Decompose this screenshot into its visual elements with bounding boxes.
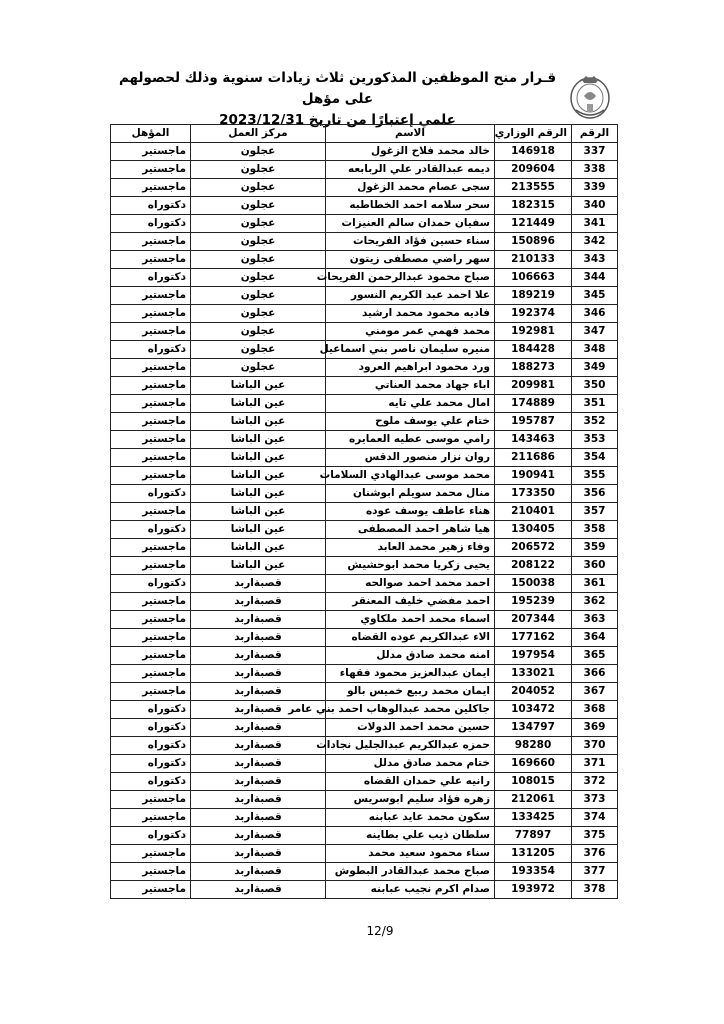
- cell-name: صباح محمد عبدالقادر البطوش: [326, 863, 495, 881]
- cell-number: 365: [572, 647, 618, 665]
- cell-name: سلطان ذيب علي بطاينه: [326, 827, 495, 845]
- cell-qualification: ماجستير: [111, 305, 191, 323]
- table-row: [111, 809, 618, 827]
- cell-name: سهر راضي مصطفى زيتون: [326, 251, 495, 269]
- cell-ministry-id: 169660: [495, 755, 572, 773]
- table-row: [111, 323, 618, 341]
- table-row: [111, 863, 618, 881]
- cell-workplace: عين الباشا: [191, 449, 326, 467]
- cell-workplace: قصبةاربد: [191, 737, 326, 755]
- cell-number: 346: [572, 305, 618, 323]
- cell-name: احمد محمد احمد صوالحه: [326, 575, 495, 593]
- table-row: [111, 557, 618, 575]
- table-row: [111, 413, 618, 431]
- table-row: [111, 215, 618, 233]
- cell-qualification: دكتوراه: [111, 197, 191, 215]
- cell-name: امنه محمد صادق مدلل: [326, 647, 495, 665]
- cell-qualification: ماجستير: [111, 665, 191, 683]
- cell-number: 354: [572, 449, 618, 467]
- table-row: [111, 359, 618, 377]
- cell-qualification: ماجستير: [111, 179, 191, 197]
- table-body: [111, 143, 618, 899]
- cell-qualification: ماجستير: [111, 683, 191, 701]
- cell-number: 351: [572, 395, 618, 413]
- cell-number: 364: [572, 629, 618, 647]
- table-row: [111, 791, 618, 809]
- cell-number: 344: [572, 269, 618, 287]
- table-row: [111, 485, 618, 503]
- cell-number: 369: [572, 719, 618, 737]
- title-line-1: قـرار منح الموظفين المذكورين ثلاث زيادات سنوية وذلك لحصولهم على مؤهل: [118, 70, 557, 107]
- cell-ministry-id: 133425: [495, 809, 572, 827]
- cell-number: 352: [572, 413, 618, 431]
- cell-workplace: عجلون: [191, 287, 326, 305]
- cell-number: 340: [572, 197, 618, 215]
- cell-number: 348: [572, 341, 618, 359]
- cell-workplace: عجلون: [191, 323, 326, 341]
- table-row: [111, 449, 618, 467]
- cell-workplace: عجلون: [191, 233, 326, 251]
- cell-qualification: ماجستير: [111, 161, 191, 179]
- cell-qualification: دكتوراه: [111, 701, 191, 719]
- table-header-row: [111, 125, 618, 143]
- cell-workplace: قصبةاربد: [191, 593, 326, 611]
- cell-workplace: قصبةاربد: [191, 665, 326, 683]
- cell-ministry-id: 192374: [495, 305, 572, 323]
- table-row: [111, 593, 618, 611]
- cell-number: 345: [572, 287, 618, 305]
- table-row: [111, 845, 618, 863]
- table-row: [111, 647, 618, 665]
- cell-ministry-id: 184428: [495, 341, 572, 359]
- table-row: [111, 503, 618, 521]
- cell-workplace: قصبةاربد: [191, 719, 326, 737]
- cell-name: خالد محمد فلاح الزغول: [326, 143, 495, 161]
- cell-number: 372: [572, 773, 618, 791]
- cell-workplace: عين الباشا: [191, 467, 326, 485]
- cell-name: محمد موسى عبدالهادي السلامات: [326, 467, 495, 485]
- cell-workplace: عجلون: [191, 161, 326, 179]
- cell-qualification: دكتوراه: [111, 269, 191, 287]
- cell-name: جاكلين محمد عبدالوهاب احمد بني عامر: [326, 701, 495, 719]
- cell-workplace: عين الباشا: [191, 413, 326, 431]
- cell-ministry-id: 134797: [495, 719, 572, 737]
- table-row: [111, 395, 618, 413]
- cell-ministry-id: 143463: [495, 431, 572, 449]
- table-row: [111, 575, 618, 593]
- cell-ministry-id: 98280: [495, 737, 572, 755]
- cell-name: حمزه عبدالكريم عبدالجليل نجادات: [326, 737, 495, 755]
- cell-qualification: دكتوراه: [111, 575, 191, 593]
- cell-name: سناء محمود سعيد محمد: [326, 845, 495, 863]
- cell-qualification: ماجستير: [111, 359, 191, 377]
- cell-qualification: دكتوراه: [111, 215, 191, 233]
- cell-ministry-id: 206572: [495, 539, 572, 557]
- cell-name: ايمان محمد ربيع خميس بالو: [326, 683, 495, 701]
- cell-ministry-id: 210401: [495, 503, 572, 521]
- cell-name: رانيه علي حمدان القضاه: [326, 773, 495, 791]
- cell-ministry-id: 209981: [495, 377, 572, 395]
- cell-name: الاء عبدالكريم عوده القضاه: [326, 629, 495, 647]
- cell-workplace: قصبةاربد: [191, 683, 326, 701]
- cell-name: هناء عاطف يوسف عوده: [326, 503, 495, 521]
- cell-number: 357: [572, 503, 618, 521]
- cell-qualification: ماجستير: [111, 323, 191, 341]
- cell-name: امال محمد علي تايه: [326, 395, 495, 413]
- cell-qualification: ماجستير: [111, 431, 191, 449]
- cell-ministry-id: 108015: [495, 773, 572, 791]
- cell-ministry-id: 189219: [495, 287, 572, 305]
- cell-ministry-id: 197954: [495, 647, 572, 665]
- cell-name: احمد مفضي خليف المعنقر: [326, 593, 495, 611]
- page-number: 12/9: [366, 924, 394, 938]
- cell-ministry-id: 188273: [495, 359, 572, 377]
- cell-qualification: دكتوراه: [111, 737, 191, 755]
- cell-qualification: ماجستير: [111, 809, 191, 827]
- cell-qualification: ماجستير: [111, 539, 191, 557]
- cell-workplace: قصبةاربد: [191, 629, 326, 647]
- cell-number: 355: [572, 467, 618, 485]
- cell-workplace: قصبةاربد: [191, 773, 326, 791]
- table-row: [111, 233, 618, 251]
- column-header-name: الاسم: [326, 125, 495, 143]
- table-row: [111, 665, 618, 683]
- cell-name: منيره سليمان ناصر بني اسماعيل: [326, 341, 495, 359]
- employees-table: [110, 124, 618, 899]
- column-header-qualification: المؤهل: [111, 125, 191, 143]
- title-line-2: علمي إعتبارًا من تاريخ 2023/12/31: [219, 112, 456, 128]
- cell-qualification: ماجستير: [111, 395, 191, 413]
- cell-qualification: ماجستير: [111, 845, 191, 863]
- cell-name: ايمان عبدالعزيز محمود فقهاء: [326, 665, 495, 683]
- cell-workplace: عجلون: [191, 269, 326, 287]
- cell-ministry-id: 212061: [495, 791, 572, 809]
- table-row: [111, 197, 618, 215]
- cell-name: ختام علي يوسف ملوح: [326, 413, 495, 431]
- table-row: [111, 143, 618, 161]
- cell-workplace: قصبةاربد: [191, 845, 326, 863]
- table-row: [111, 683, 618, 701]
- cell-name: اباء جهاد محمد العناتي: [326, 377, 495, 395]
- cell-workplace: عجلون: [191, 251, 326, 269]
- cell-workplace: قصبةاربد: [191, 791, 326, 809]
- cell-ministry-id: 209604: [495, 161, 572, 179]
- jordan-coat-of-arms-icon: [568, 74, 612, 120]
- cell-workplace: عجلون: [191, 197, 326, 215]
- cell-name: وفاء زهير محمد العابد: [326, 539, 495, 557]
- cell-workplace: عجلون: [191, 305, 326, 323]
- cell-ministry-id: 193972: [495, 881, 572, 899]
- table-row: [111, 467, 618, 485]
- cell-ministry-id: 173350: [495, 485, 572, 503]
- cell-workplace: عجلون: [191, 143, 326, 161]
- cell-ministry-id: 213555: [495, 179, 572, 197]
- cell-name: ختام محمد صادق مدلل: [326, 755, 495, 773]
- cell-ministry-id: 195239: [495, 593, 572, 611]
- table-row: [111, 755, 618, 773]
- cell-qualification: ماجستير: [111, 251, 191, 269]
- cell-workplace: قصبةاربد: [191, 647, 326, 665]
- cell-number: 338: [572, 161, 618, 179]
- cell-number: 371: [572, 755, 618, 773]
- table-row: [111, 701, 618, 719]
- cell-number: 362: [572, 593, 618, 611]
- cell-number: 341: [572, 215, 618, 233]
- cell-number: 343: [572, 251, 618, 269]
- cell-qualification: ماجستير: [111, 611, 191, 629]
- table-row: [111, 251, 618, 269]
- cell-number: 377: [572, 863, 618, 881]
- cell-number: 375: [572, 827, 618, 845]
- cell-qualification: ماجستير: [111, 449, 191, 467]
- cell-workplace: عين الباشا: [191, 485, 326, 503]
- cell-ministry-id: 204052: [495, 683, 572, 701]
- column-header-number: الرقم: [572, 125, 618, 143]
- cell-ministry-id: 208122: [495, 557, 572, 575]
- cell-workplace: عين الباشا: [191, 557, 326, 575]
- cell-qualification: ماجستير: [111, 413, 191, 431]
- cell-ministry-id: 210133: [495, 251, 572, 269]
- cell-number: 347: [572, 323, 618, 341]
- cell-number: 356: [572, 485, 618, 503]
- cell-ministry-id: 195787: [495, 413, 572, 431]
- cell-ministry-id: 192981: [495, 323, 572, 341]
- cell-ministry-id: 182315: [495, 197, 572, 215]
- cell-number: 337: [572, 143, 618, 161]
- cell-workplace: عين الباشا: [191, 377, 326, 395]
- cell-ministry-id: 150038: [495, 575, 572, 593]
- cell-ministry-id: 174889: [495, 395, 572, 413]
- cell-workplace: قصبةاربد: [191, 611, 326, 629]
- cell-qualification: ماجستير: [111, 791, 191, 809]
- cell-name: فاديه محمود محمد ارشيد: [326, 305, 495, 323]
- cell-ministry-id: 193354: [495, 863, 572, 881]
- table-row: [111, 341, 618, 359]
- cell-qualification: دكتوراه: [111, 341, 191, 359]
- cell-qualification: ماجستير: [111, 503, 191, 521]
- cell-number: 359: [572, 539, 618, 557]
- cell-qualification: ماجستير: [111, 557, 191, 575]
- table-row: [111, 287, 618, 305]
- cell-qualification: دكتوراه: [111, 719, 191, 737]
- table-row: [111, 179, 618, 197]
- table-row: [111, 161, 618, 179]
- cell-workplace: عين الباشا: [191, 539, 326, 557]
- cell-number: 353: [572, 431, 618, 449]
- cell-number: 350: [572, 377, 618, 395]
- cell-ministry-id: 177162: [495, 629, 572, 647]
- cell-workplace: عجلون: [191, 179, 326, 197]
- cell-workplace: عين الباشا: [191, 431, 326, 449]
- cell-name: سفيان حمدان سالم العنيزات: [326, 215, 495, 233]
- cell-ministry-id: 211686: [495, 449, 572, 467]
- cell-workplace: قصبةاربد: [191, 809, 326, 827]
- table-row: [111, 719, 618, 737]
- cell-workplace: عجلون: [191, 341, 326, 359]
- cell-name: رامي موسى عطيه العمايره: [326, 431, 495, 449]
- cell-workplace: عجلون: [191, 359, 326, 377]
- cell-qualification: دكتوراه: [111, 485, 191, 503]
- cell-number: 374: [572, 809, 618, 827]
- cell-qualification: ماجستير: [111, 287, 191, 305]
- table-row: [111, 539, 618, 557]
- cell-ministry-id: 190941: [495, 467, 572, 485]
- cell-ministry-id: 207344: [495, 611, 572, 629]
- table-row: [111, 773, 618, 791]
- cell-qualification: ماجستير: [111, 377, 191, 395]
- cell-ministry-id: 131205: [495, 845, 572, 863]
- cell-workplace: قصبةاربد: [191, 827, 326, 845]
- table-row: [111, 431, 618, 449]
- cell-ministry-id: 106663: [495, 269, 572, 287]
- cell-qualification: ماجستير: [111, 881, 191, 899]
- cell-name: سحر سلامه احمد الخطاطبه: [326, 197, 495, 215]
- table-row: [111, 269, 618, 287]
- cell-name: منال محمد سويلم ابوشنان: [326, 485, 495, 503]
- cell-name: ورد محمود ابراهيم العرود: [326, 359, 495, 377]
- cell-number: 339: [572, 179, 618, 197]
- column-header-workplace: مركز العمل: [191, 125, 326, 143]
- cell-name: اسماء محمد احمد ملكاوي: [326, 611, 495, 629]
- cell-name: زهره فؤاد سليم ابوسريس: [326, 791, 495, 809]
- table-row: [111, 737, 618, 755]
- cell-workplace: قصبةاربد: [191, 755, 326, 773]
- table-row: [111, 611, 618, 629]
- cell-name: روان نزار منصور الدقس: [326, 449, 495, 467]
- cell-ministry-id: 146918: [495, 143, 572, 161]
- cell-name: حسين محمد احمد الدولات: [326, 719, 495, 737]
- cell-qualification: ماجستير: [111, 647, 191, 665]
- cell-name: سكون محمد عايد عبابنه: [326, 809, 495, 827]
- cell-workplace: عجلون: [191, 215, 326, 233]
- cell-ministry-id: 103472: [495, 701, 572, 719]
- cell-name: سجى عصام محمد الزغول: [326, 179, 495, 197]
- cell-qualification: ماجستير: [111, 629, 191, 647]
- cell-number: 378: [572, 881, 618, 899]
- cell-name: علا احمد عبد الكريم النسور: [326, 287, 495, 305]
- column-header-ministry-id: الرقم الوزاري: [495, 125, 572, 143]
- cell-qualification: ماجستير: [111, 143, 191, 161]
- table-row: [111, 521, 618, 539]
- cell-number: 376: [572, 845, 618, 863]
- cell-name: سناء حسين فؤاد الفريحات: [326, 233, 495, 251]
- cell-number: 366: [572, 665, 618, 683]
- cell-qualification: ماجستير: [111, 863, 191, 881]
- table-row: [111, 629, 618, 647]
- cell-ministry-id: 130405: [495, 521, 572, 539]
- cell-name: صدام اكرم نجيب عبابنه: [326, 881, 495, 899]
- table-row: [111, 377, 618, 395]
- cell-number: 373: [572, 791, 618, 809]
- cell-number: 368: [572, 701, 618, 719]
- table-row: [111, 305, 618, 323]
- cell-number: 358: [572, 521, 618, 539]
- cell-ministry-id: 133021: [495, 665, 572, 683]
- cell-name: صباح محمود عبدالرحمن الفريحات: [326, 269, 495, 287]
- cell-name: يحيى زكريا محمد ابوحشيش: [326, 557, 495, 575]
- cell-workplace: عين الباشا: [191, 503, 326, 521]
- cell-number: 342: [572, 233, 618, 251]
- cell-workplace: قصبةاربد: [191, 701, 326, 719]
- cell-number: 361: [572, 575, 618, 593]
- cell-ministry-id: 121449: [495, 215, 572, 233]
- cell-qualification: ماجستير: [111, 467, 191, 485]
- cell-qualification: دكتوراه: [111, 773, 191, 791]
- cell-number: 349: [572, 359, 618, 377]
- table-row: [111, 881, 618, 899]
- table-row: [111, 827, 618, 845]
- cell-ministry-id: 150896: [495, 233, 572, 251]
- cell-qualification: دكتوراه: [111, 755, 191, 773]
- cell-workplace: عين الباشا: [191, 521, 326, 539]
- cell-name: محمد فهمي عمر مومني: [326, 323, 495, 341]
- cell-workplace: عين الباشا: [191, 395, 326, 413]
- cell-qualification: دكتوراه: [111, 521, 191, 539]
- cell-number: 370: [572, 737, 618, 755]
- document-title: [110, 68, 565, 131]
- cell-number: 367: [572, 683, 618, 701]
- cell-workplace: قصبةاربد: [191, 575, 326, 593]
- cell-qualification: ماجستير: [111, 593, 191, 611]
- cell-name: هيا شاهر احمد المصطفى: [326, 521, 495, 539]
- cell-number: 360: [572, 557, 618, 575]
- cell-workplace: قصبةاربد: [191, 863, 326, 881]
- cell-number: 363: [572, 611, 618, 629]
- cell-ministry-id: 77897: [495, 827, 572, 845]
- cell-name: ديمه عبدالقادر علي الربابعه: [326, 161, 495, 179]
- cell-qualification: ماجستير: [111, 233, 191, 251]
- cell-workplace: قصبةاربد: [191, 881, 326, 899]
- cell-qualification: دكتوراه: [111, 827, 191, 845]
